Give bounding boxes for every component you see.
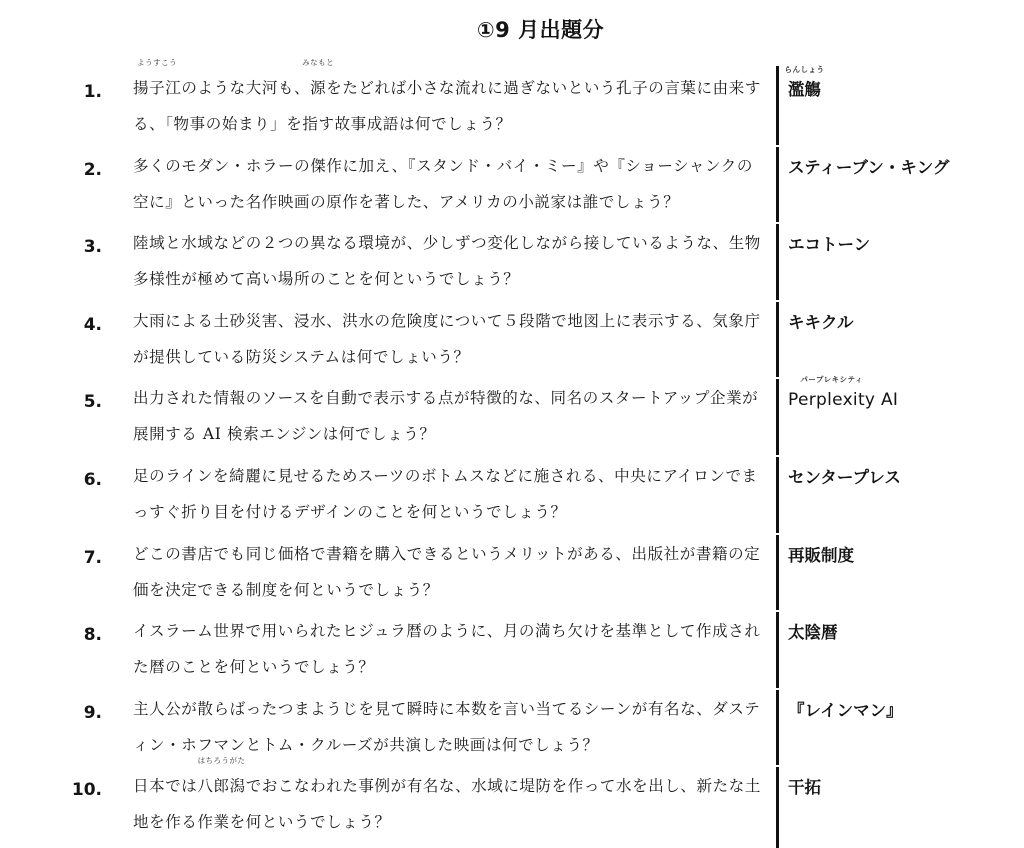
ruby-word: [197, 756, 246, 804]
answer-text: 再販制度: [788, 545, 854, 565]
quiz-row: [0, 536, 1024, 614]
question-number: 8.: [83, 625, 102, 646]
divider-gap: [775, 610, 780, 612]
ruby-base: 源: [310, 79, 327, 97]
question-text: [133, 756, 769, 840]
question-text: [133, 613, 769, 685]
quiz-row: [0, 375, 1024, 458]
question-text: [133, 148, 769, 220]
question-text: [133, 458, 769, 530]
question-text-segment: イスラーム世界で用いられたヒジュラ暦のように、月の満ち欠けを基準として作成された暦のことを何というでしょう？: [133, 622, 761, 677]
answer-text: 干拓: [788, 778, 821, 798]
answer-text: 太陰暦: [788, 623, 838, 643]
ruby-reading: らんしょう: [784, 65, 825, 74]
quiz-row: [0, 148, 1024, 226]
ruby-base: 濫觴: [788, 80, 821, 99]
answer-suffix: AI: [875, 390, 899, 411]
question-text-segment: をたどれば小さな流れに過ぎないという孔子の言葉に由来する、「物事の始まり」を指す故事成語は何でしょう？: [133, 79, 761, 133]
question-number: 5.: [83, 392, 102, 413]
divider-gap: [775, 222, 780, 224]
answer-text: センタープレス: [788, 468, 901, 487]
question-number: 3.: [83, 237, 102, 258]
ruby-base: 揚子江: [133, 79, 182, 97]
question-text: [133, 380, 769, 452]
divider-gap: [775, 300, 780, 302]
question-number: 1.: [83, 82, 102, 102]
answer-text: スティーブン・キング: [788, 157, 950, 177]
question-text-segment: 陸域と水域などの２つの異なる環境が、少しずつ変化しながら接しているような、生物多様性が極めて高い場所のことを何というでしょう？: [133, 234, 761, 289]
answer-ruby-word: [788, 375, 876, 412]
question-text: [133, 303, 769, 375]
answer-text: [784, 65, 825, 102]
quiz-row: [0, 691, 1024, 769]
divider-gap: [775, 145, 780, 147]
question-text-segment: でおこなわれた事例が有名な、水域に堤防を作って水を出し、新たな土地を作る作業を何というでしょう？: [133, 777, 761, 832]
question-text-segment: 大雨による土砂災害、浸水、洪水の危険度について５段階で地図上に表示する、気象庁が提供している防災システムは何でしょいう？: [133, 311, 761, 366]
quiz-row: [0, 756, 1024, 846]
answer-text: [788, 375, 899, 412]
answer-text: 『レインマン』: [788, 700, 903, 720]
question-text-segment: 主人公が散らばったつまようじを見て瞬時に本数を言い当てるシーンが有名な、ダスティン・ホフマンとトム・クルーズが共演した映画は何でしょう？: [133, 699, 761, 754]
quiz-row: [0, 303, 1024, 381]
ruby-reading: パープレキシティ: [800, 375, 863, 385]
question-number: 10.: [71, 780, 102, 801]
ruby-word: [302, 58, 335, 106]
question-number: 7.: [83, 547, 102, 568]
question-number: 6.: [83, 470, 102, 490]
divider-gap: [775, 765, 780, 767]
question-text-segment: 日本では: [133, 777, 198, 796]
question-text-segment: 出力された情報のソースを自動で表示する点が特徴的な、同名のスタートアップ企業が展開する AI 検索エンジンは何でしょう？: [133, 389, 759, 444]
page-title: ①9 月出題分: [476, 18, 605, 42]
quiz-row: [0, 613, 1024, 691]
quiz-row: [0, 58, 1024, 148]
ruby-reading: みなもと: [302, 58, 335, 67]
question-number: 4.: [83, 314, 102, 335]
question-text: [133, 225, 769, 297]
ruby-reading: ようすこう: [137, 58, 178, 67]
divider-gap: [775, 533, 780, 535]
ruby-reading: はちろうがた: [197, 756, 246, 766]
answer-ruby-word: [784, 65, 825, 102]
answer-text: エコトーン: [788, 235, 871, 255]
question-number: 2.: [83, 159, 102, 180]
divider-gap: [775, 455, 780, 457]
ruby-base: 八郎潟: [197, 777, 246, 796]
quiz-row: [0, 458, 1024, 536]
question-text: [133, 58, 769, 142]
divider-gap: [775, 377, 780, 379]
quiz-row: [0, 225, 1024, 303]
question-text: [133, 536, 769, 608]
question-text-segment: 足のラインを綺麗に見せるためスーツのボトムスなどに施される、中央にアイロンでまっすぐ折り目を付けるデザインのことを何というでしょう？: [133, 467, 758, 521]
question-text-segment: のような大河も、: [181, 79, 311, 97]
question-text-segment: 多くのモダン・ホラーの傑作に加え、『スタンド・バイ・ミー』や『ショーシャンクの空に』といった名作映画の原作を著した、アメリカの小説家は誰でしょう？: [133, 156, 753, 211]
answer-text: キキクル: [788, 312, 854, 332]
ruby-base: Perplexity: [788, 390, 876, 411]
question-text: [133, 691, 769, 766]
question-text-segment: どこの書店でも同じ価格で書籍を購入できるというメリットがある、出版社が書籍の定価を決定できる制度を何というでしょう？: [133, 544, 761, 599]
question-number: 9.: [83, 702, 102, 723]
divider-gap: [775, 688, 780, 690]
ruby-word: [133, 58, 182, 106]
